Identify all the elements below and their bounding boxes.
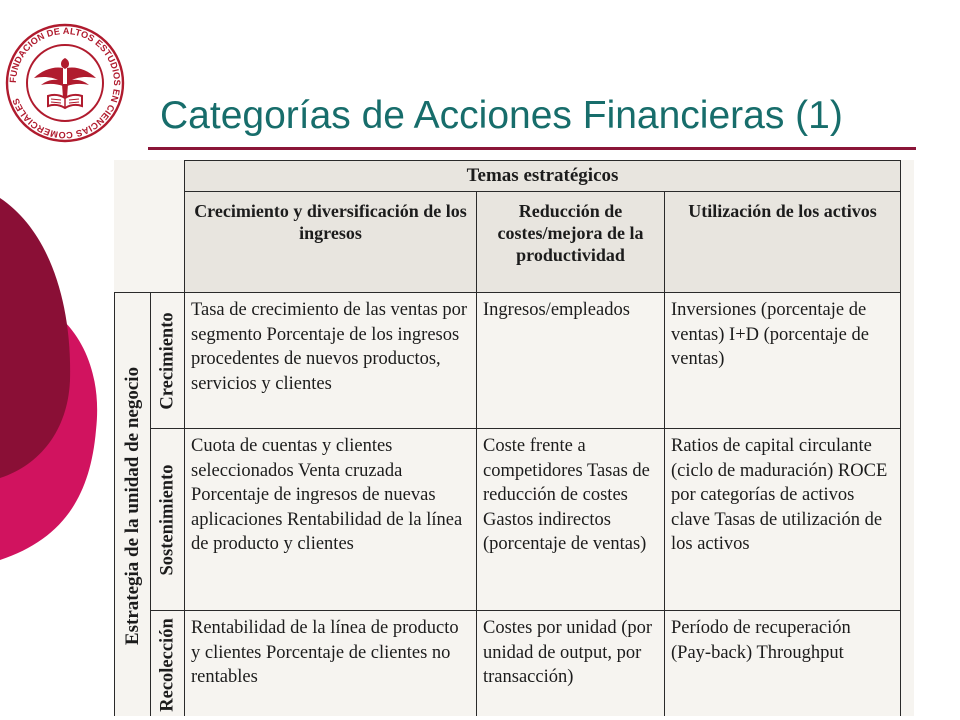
- cell-growth-assets: Inversiones (porcentaje de ventas) I+D (porcentaje de ventas): [665, 293, 901, 429]
- row-group-label: Estrategia de la unidad de negocio: [121, 366, 143, 645]
- title-divider: [148, 147, 916, 150]
- cell-harvest-assets: Período de recuperación (Pay-back) Throughput: [665, 611, 901, 717]
- column-header-growth-diversification: Crecimiento y diversificación de los ingresos: [185, 192, 477, 293]
- foundation-logo: [4, 22, 126, 144]
- row-label-sustain: Sostenimiento: [157, 464, 177, 575]
- column-header-cost-reduction: Reducción de costes/mejora de la productividad: [477, 192, 665, 293]
- cell-growth-revenue: Tasa de crecimiento de las ventas por segmento Porcentaje de los ingresos procedentes de nuevos productos, servicios y clientes: [185, 293, 477, 429]
- cell-sustain-cost: Coste frente a competidores Tasas de reducción de costes Gastos indirectos (porcentaje de ventas): [477, 429, 665, 611]
- logo-ring-text: FUNDACION DE ALTOS ESTUDIOS EN CIENCIAS COMERCIALES: [7, 25, 123, 141]
- cell-harvest-revenue: Rentabilidad de la línea de producto y clientes Porcentaje de clientes no rentables: [185, 611, 477, 717]
- cell-harvest-cost: Costes por unidad (por unidad de output, por transacción): [477, 611, 665, 717]
- row-label-cell-growth: [151, 293, 185, 429]
- logo-inner-ring: [27, 45, 103, 121]
- row-label-cell-sustain: [151, 429, 185, 611]
- row-label-cell-harvest: [151, 611, 185, 717]
- column-header-asset-utilization: Utilización de los activos: [665, 192, 901, 293]
- cell-sustain-assets: Ratios de capital circulante (ciclo de maduración) ROCE por categorías de activos clave Tasas de utilización de los activos: [665, 429, 901, 611]
- themes-header: Temas estratégicos: [185, 161, 901, 192]
- table-corner-blank: [115, 161, 185, 293]
- row-label-harvest: Recolección: [157, 617, 177, 712]
- slide-title: Categorías de Acciones Financieras (1): [160, 94, 843, 137]
- row-group-label-cell: [115, 293, 151, 717]
- eagle-book-emblem: [34, 58, 96, 108]
- strategy-table-image: [114, 160, 914, 716]
- logo-outer-ring: [7, 25, 123, 141]
- cell-growth-cost: Ingresos/empleados: [477, 293, 665, 429]
- financial-actions-table: [114, 160, 901, 716]
- row-label-growth: Crecimiento: [157, 311, 177, 410]
- cell-sustain-revenue: Cuota de cuentas y clientes seleccionados Venta cruzada Porcentaje de ingresos de nuevas aplicaciones Rentabilidad de la línea de producto y clientes: [185, 429, 477, 611]
